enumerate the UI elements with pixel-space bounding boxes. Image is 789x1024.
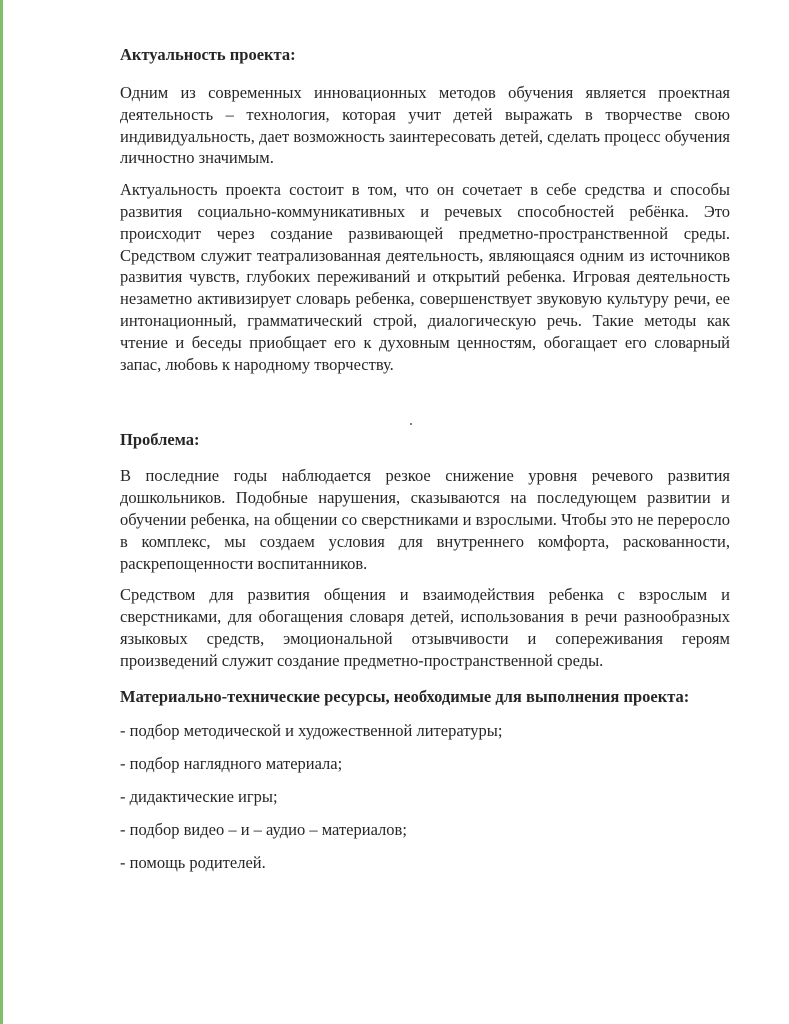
resources-heading: Материально-технические ресурсы, необходимые для выполнения проекта: [120, 686, 690, 706]
scan-speck [410, 423, 412, 425]
relevance-heading: Актуальность проекта: [120, 45, 296, 64]
list-item: - подбор методической и художественной литературы; [120, 720, 503, 740]
problem-heading: Проблема: [120, 430, 200, 450]
document-body [120, 44, 730, 874]
problem-paragraph-2: Средством для развития общения и взаимодействия ребенка с взрослым и сверстниками, для обогащения словаря детей, использования в речи разнообразных языковых средств, эмоциональной отзывчивости и сопереживания героям произведений служит создание предметно-пространственной среды. [120, 585, 730, 670]
list-item: - дидактические игры; [120, 786, 278, 806]
list-item: - подбор видео – и – аудио – материалов; [120, 819, 407, 839]
relevance-paragraph-1: Одним из современных инновационных методов обучения является проектная деятельность – технология, которая учит детей выражать в творчестве свою индивидуальность, дает возможность заинтересовать детей, сделать процесс обучения личностно значимым. [120, 83, 731, 168]
problem-paragraph-1: В последние годы наблюдается резкое снижение уровня речевого развития дошкольников. Подобные нарушения, сказываются на последующем развитии и обучении ребенка, на общении со сверстниками и взрослыми. Чтобы это не переросло в комплекс, мы создаем условия для внутреннего комфорта, раскованности, раскрепощенности воспитанников. [120, 466, 730, 573]
list-item: - помощь родителей. [120, 852, 266, 872]
list-item: - подбор наглядного материала; [120, 753, 343, 773]
scan-edge [0, 0, 3, 1024]
relevance-paragraph-2: Актуальность проекта состоит в том, что он сочетает в себе средства и способы развития социально-коммуникативных и речевых способностей ребёнка. Это происходит через создание развивающей предметно-пространственной среды. Средством служит театрализованная деятельность, являющаяся одним из источников развития чувств, глубоких переживаний и открытий ребенка. Игровая деятельность незаметно активизирует словарь ребенка, совершенствует звуковую культуру речи, ее интонационный, грамматический строй, диалогическую речь. Такие методы как чтение и беседы приобщает его к духовным ценностям, обогащает его словарный запас, любовь к народному творчеству. [120, 180, 730, 374]
resources-list [120, 720, 730, 874]
